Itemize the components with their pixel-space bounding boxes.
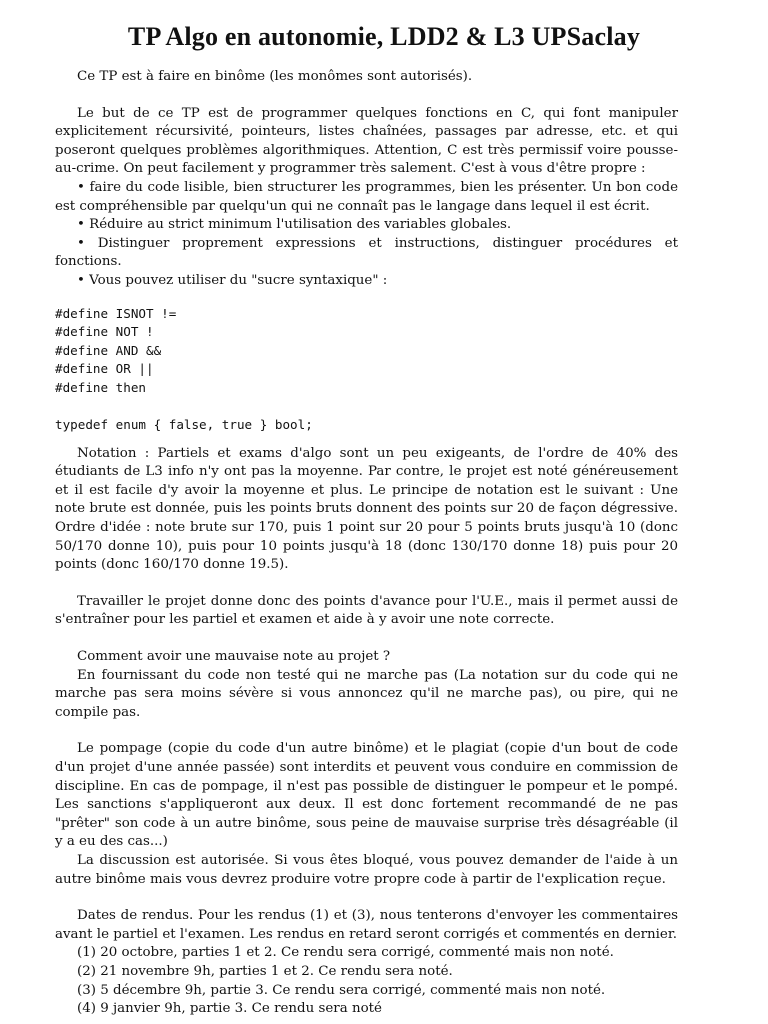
goal-paragraph: Le but de ce TP est de programmer quelques fonctions en C, qui font manipuler explicitement récursivité, pointeurs, listes chaînées, passages par adresse, etc. et qui poseront quelques problèmes algorithmiques. Attention, C est très permissif voire pousse-au-crime. On peut facilement y programmer très salement. C'est à vous d'être propre : (55, 105, 678, 177)
travailler-paragraph: Travailler le projet donne donc des points d'avance pour l'U.E., mais il permet aussi de s'entraîner pour les partiel et examen et aide à y avoir une note correcte. (55, 593, 678, 628)
notation-paragraph: Notation : Partiels et exams d'algo sont un peu exigeants, de l'ordre de 40% des étudiants de L3 info n'y ont pas la moyenne. Par contre, le projet est noté généreusement et il est facile d'y avoir la moyenne et plus. Le principe de notation est le suivant : Une note brute est donnée, puis les points bruts donnent des points sur 20 de façon dégressive. Ordre d'idée : note brute sur 170, puis 1 point sur 20 pour 5 points bruts jusqu'à 10 (donc 50/170 donne 10), puis pour 10 points jusqu'à 18 (donc 130/170 donne 18) puis pour 20 points (donc 160/170 donne 19.5). (55, 445, 678, 573)
date-item: (4) 9 janvier 9h, partie 3. Ce rendu sera noté (77, 1001, 382, 1017)
page-title: TP Algo en autonomie, LDD2 & L3 UPSaclay (127, 22, 641, 51)
code-line: #define OR || (55, 361, 154, 377)
code-line: #define ISNOT != (55, 305, 177, 321)
code-line: #define AND && (55, 342, 162, 358)
code-block (55, 305, 678, 435)
document-body (55, 68, 678, 1019)
code-line: #define then (55, 379, 146, 395)
code-line: typedef enum { false, true } bool; (55, 417, 313, 433)
bullet-item: • Réduire au strict minimum l'utilisation des variables globales. (77, 217, 512, 233)
date-item: (3) 5 décembre 9h, partie 3. Ce rendu sera corrigé, commenté mais non noté. (77, 982, 606, 998)
code-line: #define NOT ! (55, 324, 154, 340)
bad-note-answer: En fournissant du code non testé qui ne marche pas (La notation sur du code qui ne marche pas sera moins sévère si vous annoncez qu'il ne marche pas), ou pire, qui ne compile pas. (55, 667, 678, 720)
date-item: (1) 20 octobre, parties 1 et 2. Ce rendu sera corrigé, commenté mais non noté. (77, 945, 614, 961)
bullet-item: • faire du code lisible, bien structurer les programmes, bien les présenter. Un bon code est compréhensible par quelqu'un qui ne connaît pas le langage dans lequel il est écrit. (55, 179, 678, 214)
intro-paragraph: Ce TP est à faire en binôme (les monômes sont autorisés). (77, 69, 473, 84)
dates-intro: Dates de rendus. Pour les rendus (1) et (3), nous tenterons d'envoyer les commentaires avant le partiel et l'examen. Les rendus en retard seront corrigés et commentés en dernier. (55, 908, 678, 942)
bad-note-question: Comment avoir une mauvaise note au projet ? (77, 649, 391, 665)
pompage-paragraph: Le pompage (copie du code d'un autre binôme) et le plagiat (copie d'un bout de code d'un projet d'une année passée) sont interdits et peuvent vous conduire en commission de discipline. En cas de pompage, il n'est pas possible de distinguer le pompeur et le pompé. Les sanctions s'appliqueront aux deux. Il est donc fortement recommandé de ne pas "prêter" son code à un autre binôme, sous peine de mauvaise surprise très désagréable (il y a eu des cas...) (55, 741, 678, 850)
discussion-paragraph: La discussion est autorisée. Si vous êtes bloqué, vous pouvez demander de l'aide à un autre binôme mais vous devrez produire votre propre code à partir de l'explication reçue. (55, 852, 678, 887)
bullet-item: • Distinguer proprement expressions et instructions, distinguer procédures et fonctions. (55, 235, 678, 270)
bullet-item: • Vous pouvez utiliser du "sucre syntaxique" : (77, 272, 388, 288)
date-item: (2) 21 novembre 9h, parties 1 et 2. Ce rendu sera noté. (77, 963, 453, 979)
